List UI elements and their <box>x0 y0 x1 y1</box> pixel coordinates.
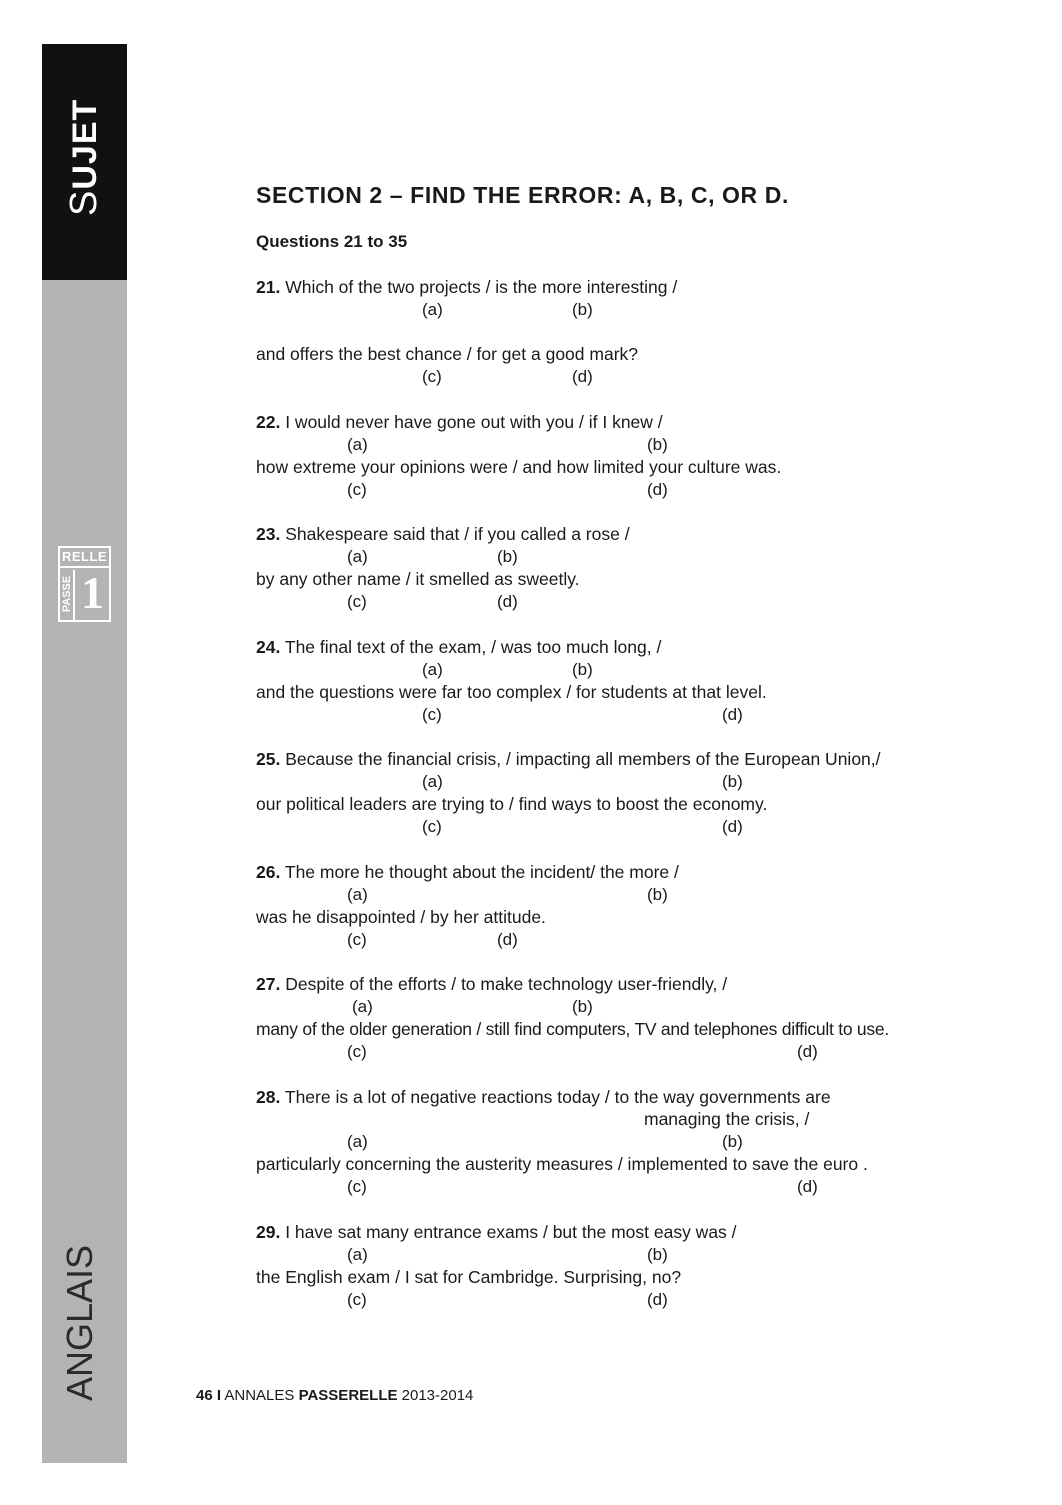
question-number: 23. <box>256 524 281 544</box>
question-line-1-continued: managing the crisis, / <box>644 1109 810 1129</box>
logo-top-text: RELLE <box>60 548 109 568</box>
question-line-2: many of the older generation / still find computers, TV and telephones difficult to use. <box>256 1019 890 1039</box>
subject-label: ANGLAIS <box>59 1244 100 1402</box>
option-d-label: (d) <box>797 1177 818 1196</box>
question-text: Because the financial crisis, / impacting all members of the European Union,/ <box>285 749 881 769</box>
logo-side <box>61 570 75 620</box>
question-line-2: was he disappointed / by her attitude. <box>256 907 546 927</box>
option-a-label: (a) <box>422 660 443 679</box>
option-b-label: (b) <box>497 547 518 566</box>
option-c-label: (c) <box>422 817 442 836</box>
question-line-1 <box>256 276 677 298</box>
option-a-label: (a) <box>347 1132 368 1151</box>
option-a-label: (a) <box>422 772 443 791</box>
question-number: 29. <box>256 1222 281 1242</box>
question-text: Despite of the efforts / to make technology user-friendly, / <box>285 974 728 994</box>
question-number: 26. <box>256 862 281 882</box>
question-text: I would never have gone out with you / if I knew / <box>285 412 663 432</box>
question-text: The more he thought about the incident/ the more / <box>284 862 679 882</box>
question-text: I have sat many entrance exams / but the most easy was / <box>285 1222 737 1242</box>
option-d-label: (d) <box>722 817 743 836</box>
logo-number: 1 <box>81 567 104 618</box>
option-d-label: (d) <box>572 367 593 386</box>
question-text: The final text of the exam, / was too much long, / <box>284 637 662 657</box>
option-a-label: (a) <box>347 435 368 454</box>
option-b-label: (b) <box>572 300 593 319</box>
question-number: 24. <box>256 637 281 657</box>
question-line-2: and the questions were far too complex / for students at that level. <box>256 682 767 702</box>
option-c-label: (c) <box>347 592 367 611</box>
footer-years: 2013-2014 <box>401 1387 474 1404</box>
option-c-label: (c) <box>422 367 442 386</box>
option-a-label: (a) <box>347 547 368 566</box>
option-d-label: (d) <box>797 1042 818 1061</box>
page-footer <box>196 1387 473 1404</box>
sujet-label-rest: UJET <box>66 98 104 190</box>
footer-annales: ANNALES <box>224 1387 295 1404</box>
logo-side-text: PASSE <box>61 575 73 613</box>
section-subtitle: Questions 21 to 35 <box>256 232 408 251</box>
option-d-label: (d) <box>497 930 518 949</box>
option-c-label: (c) <box>347 1290 367 1309</box>
question-line-2: the English exam / I sat for Cambridge. Surprising, no? <box>256 1267 682 1287</box>
question-line-1 <box>256 1086 831 1108</box>
question-line-2: by any other name / it smelled as sweetly. <box>256 569 580 589</box>
question-text: There is a lot of negative reactions today / to the way governments are <box>284 1087 831 1107</box>
option-a-label: (a) <box>347 1245 368 1264</box>
question-line-1 <box>256 861 679 883</box>
sujet-label <box>64 100 104 216</box>
question-line-2: and offers the best chance / for get a good mark? <box>256 344 639 364</box>
option-b-label: (b) <box>647 435 668 454</box>
option-d-label: (d) <box>497 592 518 611</box>
option-c-label: (c) <box>347 480 367 499</box>
passerelle-logo <box>58 546 111 622</box>
question-line-1 <box>256 1221 737 1243</box>
page-number: 46 <box>196 1387 213 1404</box>
sujet-label-first-letter: S <box>63 189 105 216</box>
question-text: Shakespeare said that / if you called a rose / <box>285 524 630 544</box>
option-b-label: (b) <box>722 772 743 791</box>
question-line-1 <box>256 973 727 995</box>
question-number: 28. <box>256 1087 281 1107</box>
option-d-label: (d) <box>647 1290 668 1309</box>
option-c-label: (c) <box>347 1042 367 1061</box>
option-b-label: (b) <box>572 660 593 679</box>
footer-brand: PASSERELLE <box>298 1387 398 1404</box>
option-b-label: (b) <box>572 997 593 1016</box>
question-number: 22. <box>256 412 281 432</box>
question-text: Which of the two projects / is the more interesting / <box>285 277 678 297</box>
option-c-label: (c) <box>347 1177 367 1196</box>
option-b-label: (b) <box>647 885 668 904</box>
option-b-label: (b) <box>722 1132 743 1151</box>
question-number: 21. <box>256 277 281 297</box>
question-line-2: how extreme your opinions were / and how limited your culture was. <box>256 457 782 477</box>
option-a-label: (a) <box>422 300 443 319</box>
question-number: 25. <box>256 749 281 769</box>
option-c-label: (c) <box>347 930 367 949</box>
option-c-label: (c) <box>422 705 442 724</box>
option-d-label: (d) <box>722 705 743 724</box>
footer-separator: I <box>216 1387 222 1404</box>
question-line-2: our political leaders are trying to / find ways to boost the economy. <box>256 794 768 814</box>
option-a-label: (a) <box>347 885 368 904</box>
question-line-1 <box>256 523 630 545</box>
option-d-label: (d) <box>647 480 668 499</box>
section-title: SECTION 2 – FIND THE ERROR: A, B, C, OR D. <box>256 182 789 208</box>
question-line-1 <box>256 636 661 658</box>
question-line-2: particularly concerning the austerity measures / implemented to save the euro . <box>256 1154 868 1174</box>
question-line-1 <box>256 411 663 433</box>
question-line-1 <box>256 748 881 770</box>
option-a-label: (a) <box>352 997 373 1016</box>
question-number: 27. <box>256 974 281 994</box>
option-b-label: (b) <box>647 1245 668 1264</box>
